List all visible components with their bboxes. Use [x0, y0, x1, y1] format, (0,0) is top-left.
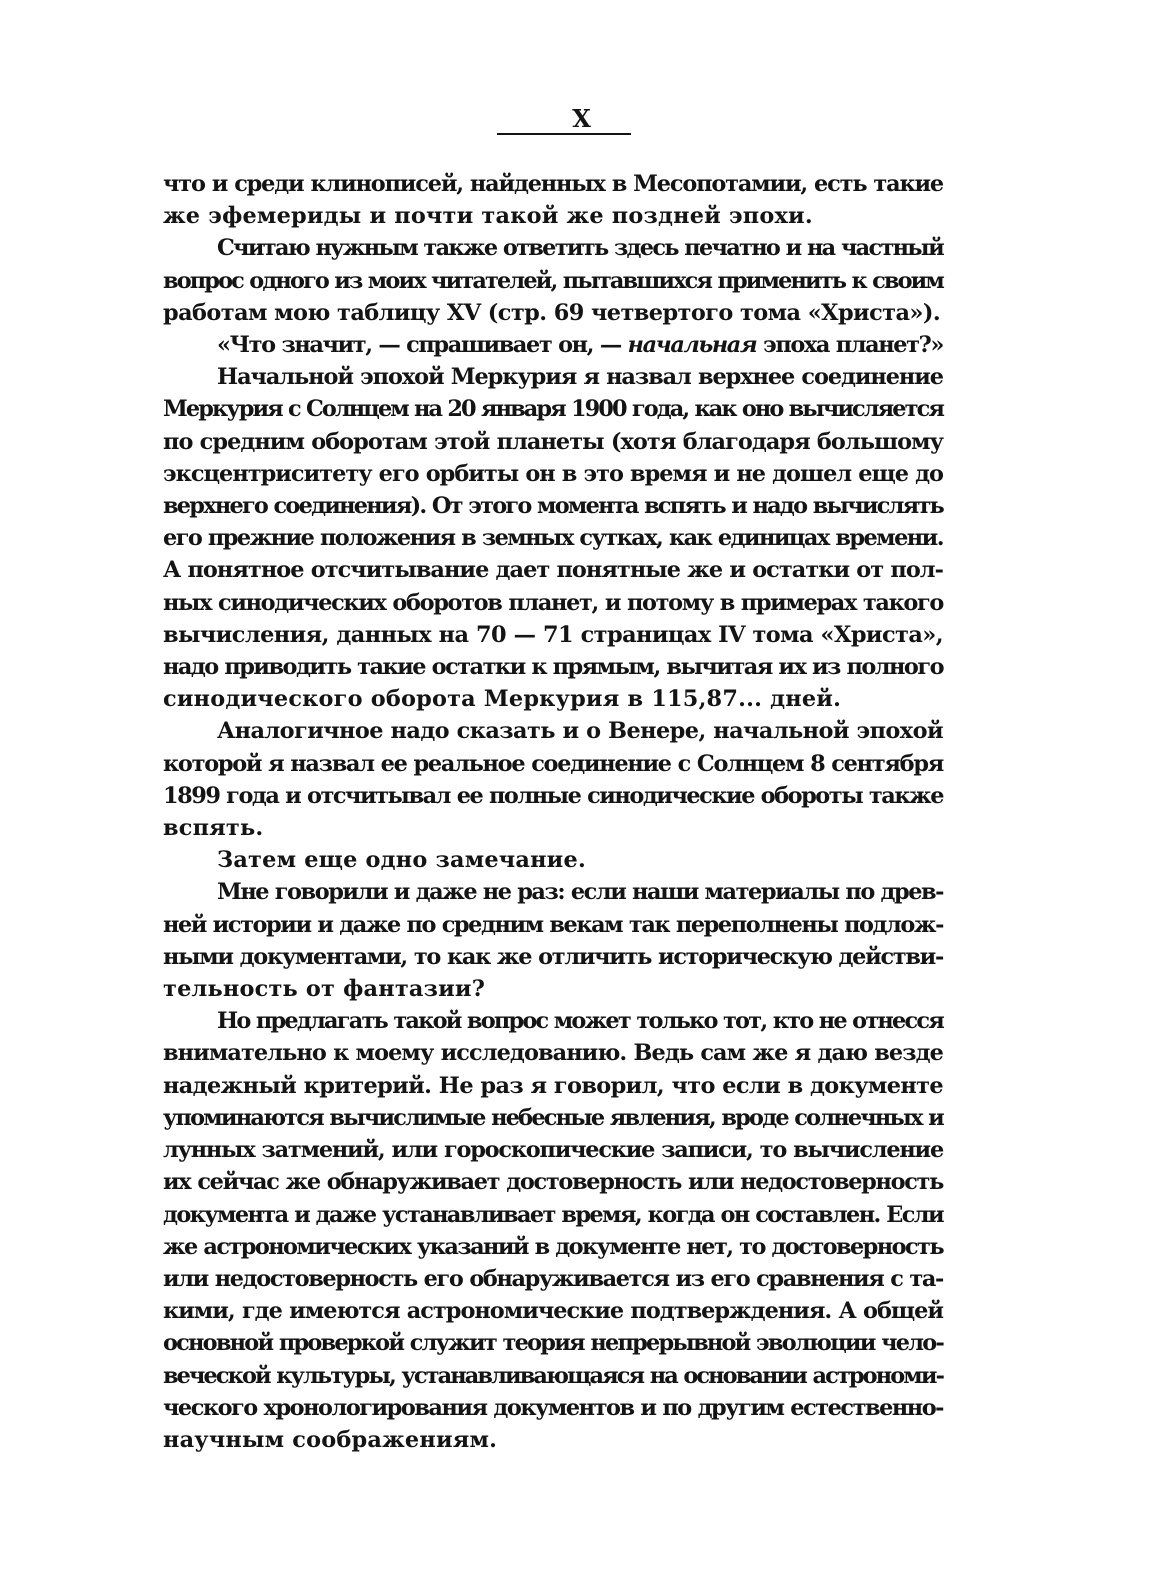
text-line: ческого хронологирования документов и по другим естественно-	[163, 1394, 943, 1421]
emphasized-word: начальная	[627, 332, 757, 359]
text-line: Считаю нужным также ответить здесь печатно и на частный	[217, 235, 943, 262]
text-line: надежный критерий. Не раз я говорил, что если в документе	[163, 1072, 943, 1099]
text-line: работам мою таблицу XV (стр. 69 четвертого тома «Христа»).	[163, 299, 941, 326]
text-line: Начальной эпохой Меркурия я назвал верхнее соединение	[217, 364, 943, 391]
text-line: синодического оборота Меркурия в 115,87... дней.	[163, 686, 842, 713]
text-line: вычисления, данных на 70 — 71 страницах IV тома «Христа»,	[163, 621, 943, 648]
text-line: что и среди клинописей, найденных в Месопотамии, есть такие	[163, 171, 943, 197]
page-number: X	[572, 104, 591, 133]
text-line: которой я назвал ее реальное соединение с Солнцем 8 сентября	[163, 750, 943, 777]
text-line: их сейчас же обнаруживает достоверность или недостоверность	[163, 1169, 943, 1196]
text-line: А понятное отсчитывание дает понятные же и остатки от пол-	[163, 557, 943, 584]
text-line: тельность от фантазии?	[163, 976, 486, 1003]
text-segment: «Что значит, — спрашивает он, —	[217, 332, 628, 359]
text-line: научным соображениям.	[163, 1426, 498, 1453]
text-line: его прежние положения в земных сутках, как единицах времени.	[163, 525, 943, 552]
text-line: верхнего соединения). От этого момента вспять и надо вычислять	[163, 493, 943, 520]
text-segment: эпоха планет?»	[756, 332, 943, 359]
text-line: же астрономических указаний в документе нет, то достоверность	[163, 1233, 943, 1260]
body-text	[163, 168, 943, 1456]
text-line: Аналогичное надо сказать и о Венере, начальной эпохой	[217, 718, 943, 745]
text-line: 1899 года и отсчитывал ее полные синодические обороты также	[163, 782, 943, 809]
text-line: упоминаются вычислимые небесные явления, вроде солнечных и	[163, 1104, 943, 1131]
text-line: эксцентриситету его орбиты он в это время и не дошел еще до	[163, 460, 943, 487]
text-line: лунных затмений, или гороскопические записи, то вычисление	[163, 1137, 943, 1164]
text-line: Но предлагать такой вопрос может только тот, кто не отнесся	[217, 1008, 943, 1035]
text-line: Затем еще одно замечание.	[217, 847, 586, 874]
text-line: основной проверкой служит теория непрерывной эволюции чело-	[163, 1330, 943, 1357]
text-line: Меркурия с Солнцем на 20 января 1900 года, как оно вычисляется	[163, 396, 943, 423]
text-line: документа и даже устанавливает время, когда он составлен. Если	[163, 1201, 943, 1228]
text-line: ней истории и даже по средним векам так переполнены подлож-	[163, 911, 943, 938]
text-line: надо приводить такие остатки к прямым, вычитая их из полного	[163, 654, 943, 681]
text-line: Мне говорили и даже не раз: если наши материалы по древ-	[217, 879, 943, 906]
text-line: же эфемериды и почти такой же поздней эпохи.	[163, 203, 813, 230]
header-rule	[497, 133, 631, 135]
text-line: внимательно к моему исследованию. Ведь сам же я даю везде	[163, 1040, 943, 1067]
text-line: ных синодических оборотов планет, и потому в примерах такого	[163, 589, 943, 616]
text-line	[163, 329, 943, 361]
text-line: веческой культуры, устанавливающаяся на основании астрономи-	[163, 1362, 943, 1389]
text-line: кими, где имеются астрономические подтверждения. А общей	[163, 1298, 943, 1325]
text-line: ными документами, то как же отличить историческую действи-	[163, 943, 943, 970]
text-line: вопрос одного из моих читателей, пытавшихся применить к своим	[163, 267, 943, 294]
text-line: по средним оборотам этой планеты (хотя благодаря большому	[163, 428, 943, 455]
text-line: вспять.	[163, 815, 264, 842]
text-line: или недостоверность его обнаруживается из его сравнения с та-	[163, 1265, 943, 1292]
